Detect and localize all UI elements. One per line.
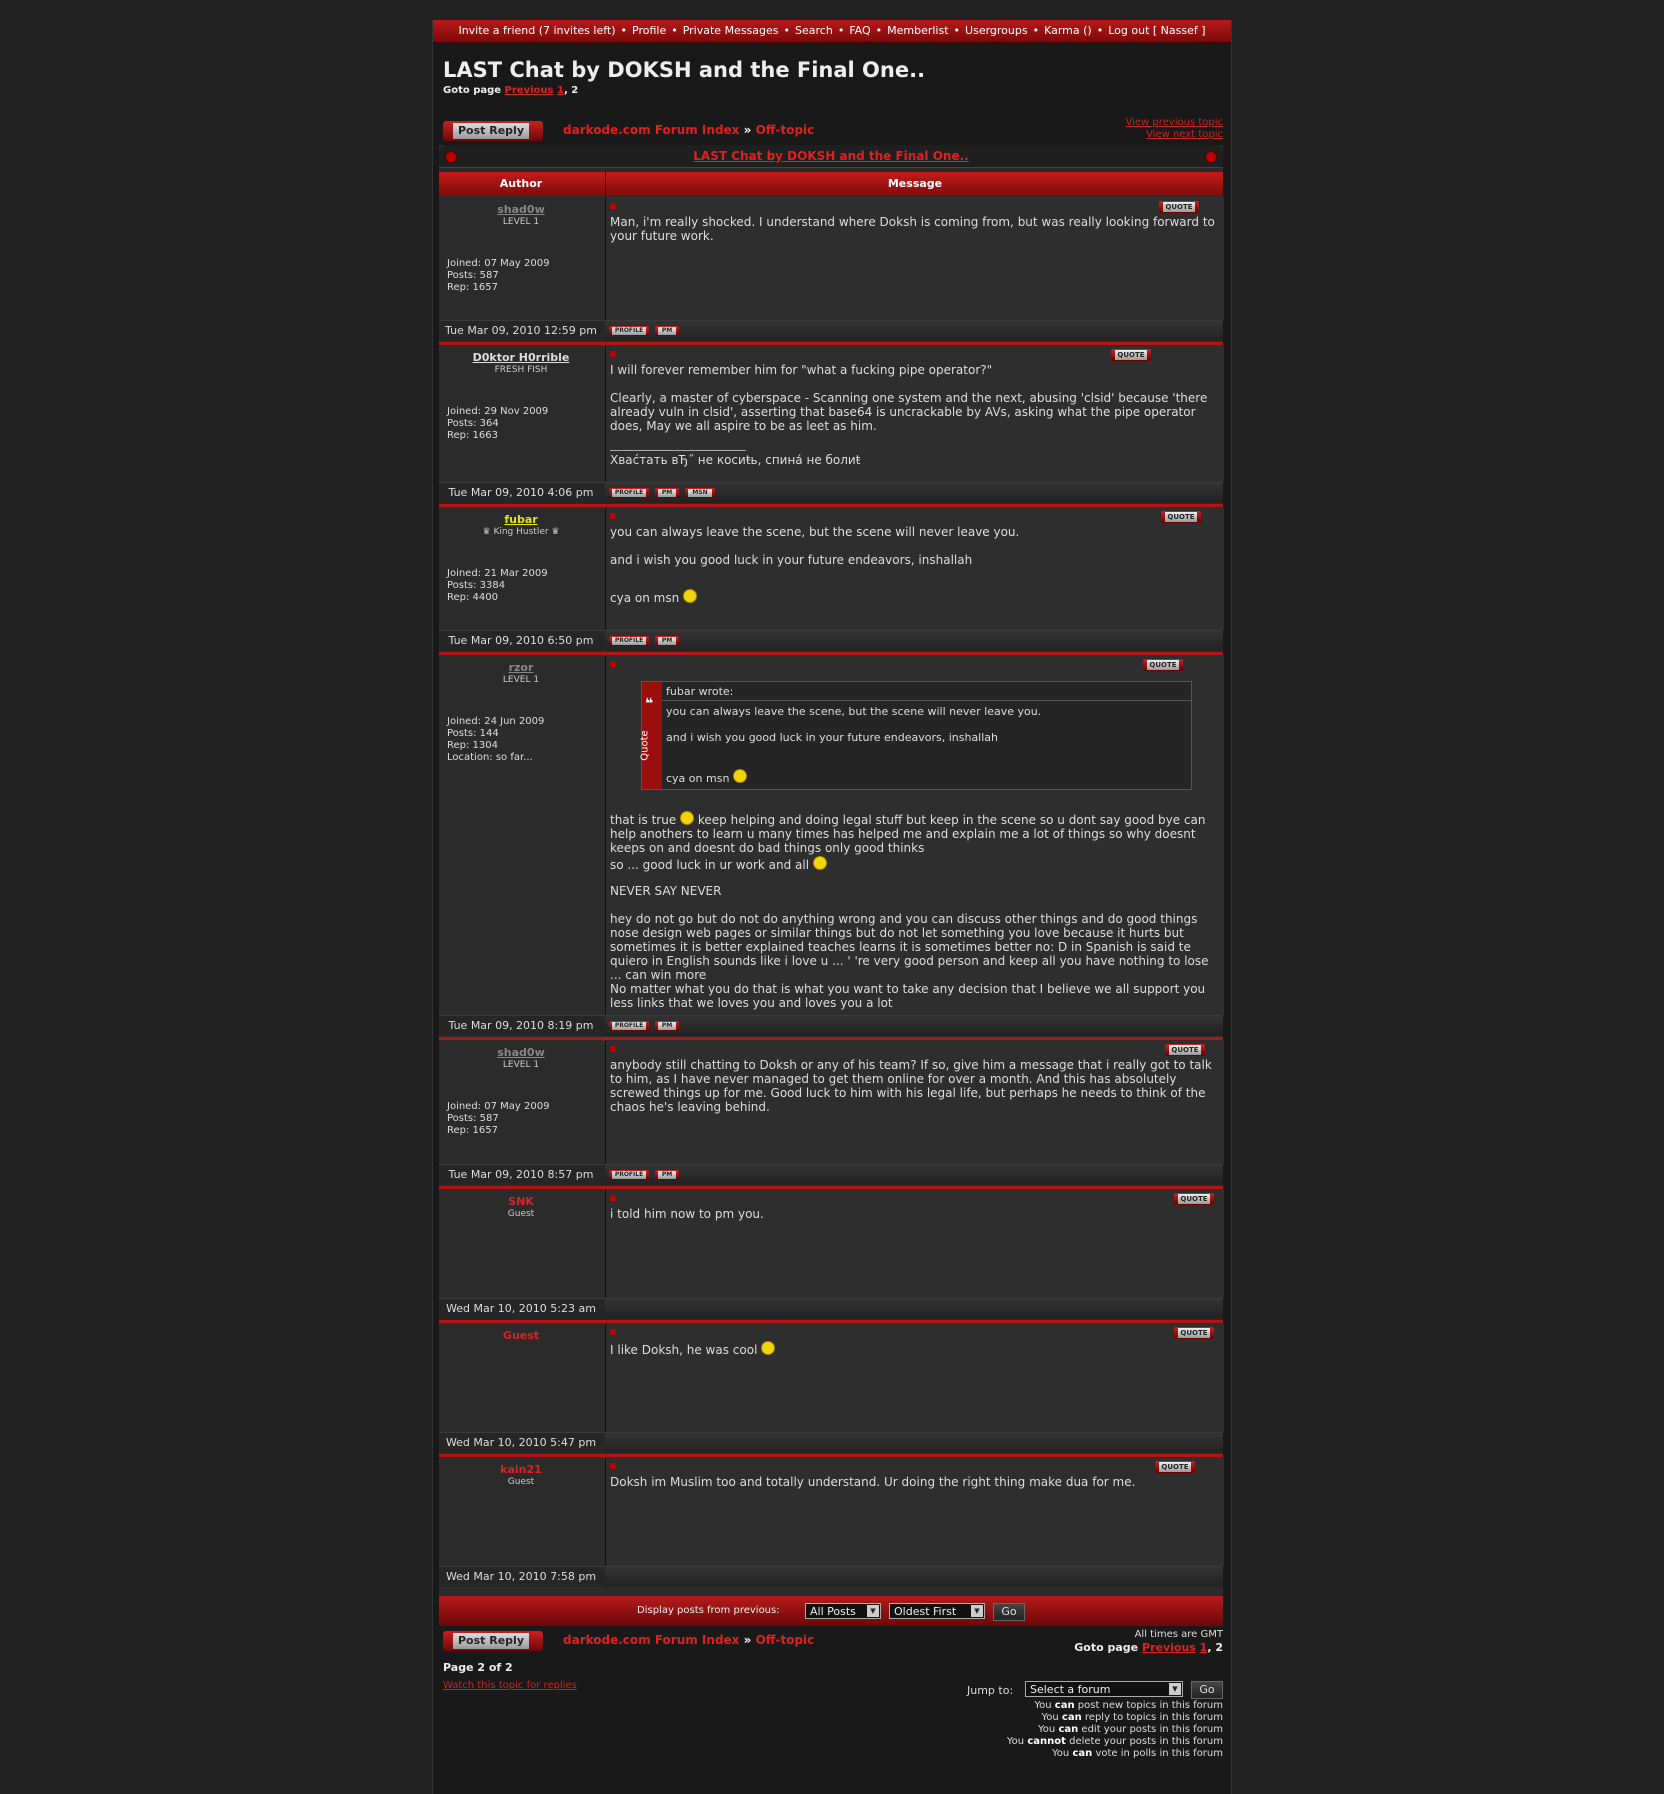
- post-author-panel: [439, 507, 603, 630]
- author-column-header: Author: [499, 177, 543, 190]
- post-date: Tue Mar 09, 2010 12:59 pm: [445, 324, 597, 337]
- post-date: Wed Mar 10, 2010 5:23 am: [446, 1302, 596, 1315]
- quote-line: cya on msn: [666, 769, 747, 785]
- smiley-icon: [813, 856, 827, 870]
- post-author-panel: [439, 345, 603, 482]
- quote-button[interactable]: QUOTE: [1174, 1327, 1214, 1339]
- breadcrumb-off-topic[interactable]: Off-topic: [755, 1633, 815, 1647]
- table-header: [439, 172, 1223, 196]
- corner-dot-left: [445, 151, 457, 163]
- nav-usergroups[interactable]: Usergroups: [965, 24, 1028, 37]
- permission-line: You cannot delete your posts in this forum: [1006, 1736, 1223, 1747]
- user-rank: Guest: [507, 1477, 535, 1487]
- post-footer: [439, 482, 1223, 503]
- quote-block: [641, 681, 1192, 790]
- display-go-button[interactable]: Go: [993, 1603, 1025, 1621]
- post-date: Wed Mar 10, 2010 5:47 pm: [445, 1436, 597, 1449]
- post-date: Tue Mar 09, 2010 6:50 pm: [448, 634, 594, 647]
- pm-button[interactable]: PM: [655, 326, 679, 336]
- pm-button[interactable]: PM: [655, 1021, 679, 1031]
- post-body: i told him now to pm you.: [610, 1207, 764, 1221]
- post-message-panel: [605, 655, 1224, 1015]
- quote-author: fubar wrote:: [666, 685, 734, 698]
- profile-button[interactable]: PROFILE: [609, 1170, 649, 1180]
- user-info: Joined: 21 Mar 2009 Posts: 3384 Rep: 4400: [447, 568, 548, 603]
- post-footer: [439, 1298, 1223, 1319]
- jump-to-label: Jump to:: [967, 1684, 1014, 1697]
- user-rank: ♛ King Hustler ♛: [482, 527, 560, 537]
- post-body-line: NEVER SAY NEVER: [610, 884, 722, 898]
- watch-topic-link[interactable]: Watch this topic for replies: [443, 1680, 577, 1691]
- post-username[interactable]: shad0w: [497, 1046, 545, 1059]
- forum-wrapper: [432, 20, 1232, 1794]
- msn-button[interactable]: MSN: [685, 488, 715, 498]
- user-rank: FRESH FISH: [494, 365, 548, 375]
- post: [439, 345, 1223, 507]
- post-message-panel: [605, 197, 1224, 320]
- page-1-link[interactable]: 1: [556, 85, 564, 96]
- permission-line: You can reply to topics in this forum: [1041, 1712, 1223, 1723]
- quote-button[interactable]: QUOTE: [1155, 1461, 1195, 1473]
- chevron-down-icon: ▼: [971, 1605, 983, 1617]
- profile-button[interactable]: PROFILE: [609, 488, 649, 498]
- view-previous-topic-link[interactable]: View previous topic: [1125, 117, 1223, 128]
- nav-profile[interactable]: Profile: [632, 24, 667, 37]
- post-body-line: and i wish you good luck in your future endeavors, inshallah: [610, 553, 973, 567]
- breadcrumb-forum-index[interactable]: darkode.com Forum Index: [563, 123, 740, 137]
- post-author-panel: [439, 655, 603, 1015]
- post-author-panel: [439, 197, 603, 320]
- quote-button[interactable]: QUOTE: [1161, 511, 1201, 523]
- smiley-icon: [761, 1341, 775, 1355]
- post-author-panel: [439, 1457, 603, 1566]
- pm-button[interactable]: PM: [655, 636, 679, 646]
- quote-button[interactable]: QUOTE: [1143, 659, 1183, 671]
- post-body-line: you can always leave the scene, but the scene will never leave you.: [610, 525, 1020, 539]
- user-rank: LEVEL 1: [502, 217, 540, 227]
- post-footer: [439, 320, 1223, 341]
- user-rank: LEVEL 1: [502, 675, 540, 685]
- view-next-topic-link[interactable]: View next topic: [1146, 129, 1223, 140]
- post-username: kain21: [500, 1463, 542, 1476]
- nav-invite[interactable]: Invite a friend (7 invites left): [458, 24, 616, 37]
- post-message-panel: [605, 507, 1224, 630]
- nav-private-messages[interactable]: Private Messages: [682, 24, 779, 37]
- display-posts-label: Display posts from previous:: [637, 1605, 780, 1616]
- post: [439, 1040, 1223, 1189]
- user-signature: Хваćтать вЂ˝ не косиŧь, спина́ не болиŧ: [610, 453, 861, 467]
- post-date: Tue Mar 09, 2010 8:19 pm: [448, 1019, 594, 1032]
- post-message-panel: [605, 1189, 1224, 1298]
- quote-mark-icon: ❝: [645, 696, 654, 712]
- post-link-icon[interactable]: [610, 513, 616, 519]
- post-username: SNK: [508, 1195, 534, 1208]
- quote-button[interactable]: QUOTE: [1159, 201, 1199, 213]
- message-column-header: Message: [605, 172, 1224, 196]
- smiley-icon: [680, 811, 694, 825]
- post-link-icon[interactable]: [610, 203, 616, 209]
- post-username: Guest: [502, 1329, 540, 1342]
- post-footer: [439, 1566, 1223, 1587]
- nav-faq[interactable]: FAQ: [849, 24, 871, 37]
- jump-to-forum-select[interactable]: Select a forum ▼: [1025, 1681, 1183, 1697]
- signature-divider: [610, 450, 746, 451]
- breadcrumb-off-topic[interactable]: Off-topic: [755, 123, 815, 137]
- post-username[interactable]: shad0w: [497, 203, 545, 216]
- user-rank: LEVEL 1: [502, 1060, 540, 1070]
- timezone-note: All times are GMT: [1134, 1629, 1223, 1640]
- post-body: Doksh im Muslim too and totally understand. Ur doing the right thing make dua for me.: [610, 1475, 1136, 1489]
- post-footer: [439, 1164, 1223, 1185]
- user-info: Joined: 07 May 2009 Posts: 587 Rep: 1657: [447, 1101, 550, 1136]
- pm-button[interactable]: PM: [655, 1170, 679, 1180]
- topic-bar-link[interactable]: LAST Chat by DOKSH and the Final One..: [693, 149, 969, 163]
- post-body-line: so ... good luck in ur work and all: [610, 856, 1218, 872]
- previous-page-link[interactable]: Previous: [1142, 1641, 1196, 1654]
- top-nav-bar: Invite a friend (7 invites left) • Profile • Private Messages • Search • FAQ • Memberlist • Usergroups • Karma () • Log out [ Nassef ]: [433, 20, 1231, 43]
- user-info: Joined: 24 Jun 2009 Posts: 144 Rep: 1304 Location: so far...: [447, 716, 545, 763]
- post-link-icon[interactable]: [610, 351, 616, 357]
- profile-button[interactable]: PROFILE: [609, 1021, 649, 1031]
- quote-button[interactable]: QUOTE: [1174, 1193, 1214, 1205]
- quote-side-label: Quote: [639, 730, 651, 761]
- post-link-icon[interactable]: [610, 661, 616, 667]
- post-link-icon[interactable]: [610, 1046, 616, 1052]
- topic-nav-links: [1125, 117, 1223, 141]
- user-rank: Guest: [507, 1209, 535, 1219]
- post-date: Tue Mar 09, 2010 4:06 pm: [448, 486, 594, 499]
- post-body: anybody still chatting to Doksh or any of his team? If so, give him a message that i really got to talk to him, as I have never managed to get them online for over a month. And this has absolutely screwed things up for me. Good luck to him with his legal life, but perhaps he needs to think of the chaos he's leaving behind.: [610, 1058, 1216, 1114]
- page-1-link[interactable]: 1: [1199, 1641, 1208, 1654]
- post-username[interactable]: D0ktor H0rrible: [472, 351, 570, 364]
- post-date: Wed Mar 10, 2010 7:58 pm: [445, 1570, 597, 1583]
- permissions-list: [1007, 1700, 1223, 1760]
- post-reply-button-bottom[interactable]: Post Reply: [443, 1631, 543, 1651]
- quote-line: you can always leave the scene, but the scene will never leave you.: [666, 705, 1042, 718]
- previous-page-link[interactable]: Previous: [504, 85, 554, 96]
- chevron-down-icon: ▼: [867, 1605, 879, 1617]
- topic-title: LAST Chat by DOKSH and the Final One..: [443, 58, 926, 82]
- post: [439, 1457, 1223, 1591]
- nav-memberlist[interactable]: Memberlist: [887, 24, 949, 37]
- post-message-panel: [605, 1040, 1224, 1164]
- quote-button[interactable]: QUOTE: [1111, 349, 1151, 361]
- posts-period-select[interactable]: All Posts ▼: [805, 1603, 881, 1619]
- post: [439, 1189, 1223, 1323]
- post-username[interactable]: fubar: [504, 513, 538, 526]
- post-body-line: that is true keep helping and doing legal stuff but keep in the scene so u dont say good bye can help anothers to learn u many times has helped me and explain me a lot of things so why doesnt keeps on and doesnt do bad things only good thinks: [610, 813, 1210, 855]
- pm-button[interactable]: PM: [655, 488, 679, 498]
- breadcrumb-forum-index[interactable]: darkode.com Forum Index: [563, 1633, 740, 1647]
- profile-button[interactable]: PROFILE: [609, 636, 649, 646]
- post-link-icon[interactable]: [610, 1195, 616, 1201]
- post-message-panel: [605, 1457, 1224, 1566]
- post-author-panel: [439, 1040, 603, 1164]
- post-body-line: hey do not go but do not do anything wrong and you can discuss other things and do good things nose design web pages or similar things but do not let something you love because it hurts but sometimes it is better explained teaches learns it is sometimes better no: D in Spanish is said te quiero in English sounds like i love u ... ' 're very good person and keep all you have nothing to lose ... can win more No matter what you do that is what you want to take any decision that I believe we all support you less links that we loves you and loves you a lot: [610, 912, 1209, 1010]
- post: [439, 507, 1223, 655]
- topic-bar: [439, 145, 1223, 168]
- post-reply-button[interactable]: Post Reply: [443, 121, 543, 141]
- post-link-icon[interactable]: [610, 1463, 616, 1469]
- quote-button[interactable]: QUOTE: [1165, 1044, 1205, 1056]
- corner-dot-right: [1205, 151, 1217, 163]
- user-info: Joined: 07 May 2009 Posts: 587 Rep: 1657: [447, 258, 550, 293]
- post-message-panel: [605, 1323, 1224, 1432]
- post: [439, 197, 1223, 345]
- sort-order-select[interactable]: Oldest First ▼: [889, 1603, 985, 1619]
- posts-table: [439, 145, 1223, 1615]
- nav-logout[interactable]: Log out [ Nassef ]: [1108, 24, 1206, 37]
- smiley-icon: [733, 769, 747, 783]
- post-body: I will forever remember him for "what a fucking pipe operator?" Clearly, a master of cyberspace - Scanning one system and the next, abusing 'clsid' because 'there already vuln in clsid', asserting that base64 is uncrackable by AVs, asking what the pipe operator does, May we all aspire to be as leet as him.: [610, 363, 1208, 433]
- page-of-indicator: Page 2 of 2: [443, 1661, 513, 1674]
- quote-line: and i wish you good luck in your future endeavors, inshallah: [666, 731, 999, 744]
- post-date: Tue Mar 09, 2010 8:57 pm: [448, 1168, 594, 1181]
- post-body: Man, i'm really shocked. I understand where Doksh is coming from, but was really looking forward to your future work.: [610, 215, 1219, 243]
- post-author-panel: [439, 1189, 603, 1298]
- post: [439, 655, 1223, 1040]
- post-body-line: I like Doksh, he was cool: [610, 1341, 1218, 1357]
- breadcrumb-bottom: darkode.com Forum Index » Off-topic: [563, 1633, 815, 1647]
- post-footer: [439, 1015, 1223, 1036]
- permission-line: You can post new topics in this forum: [1034, 1700, 1223, 1711]
- post-footer: [439, 630, 1223, 651]
- permission-line: You can edit your posts in this forum: [1038, 1724, 1223, 1735]
- post-body-line: cya on msn: [610, 589, 1218, 605]
- smiley-icon: [683, 589, 697, 603]
- nav-karma[interactable]: Karma (): [1044, 24, 1092, 37]
- breadcrumb: darkode.com Forum Index » Off-topic: [563, 123, 815, 137]
- post-username[interactable]: rzor: [508, 661, 534, 674]
- goto-page-bottom: Goto page Previous 1, 2: [1074, 1641, 1223, 1654]
- user-info: Joined: 29 Nov 2009 Posts: 364 Rep: 1663: [447, 406, 549, 441]
- jump-go-button[interactable]: Go: [1191, 1681, 1223, 1699]
- post-footer: [439, 1432, 1223, 1453]
- post-message-panel: [605, 345, 1224, 482]
- display-options-bar: [439, 1596, 1223, 1626]
- permission-line: You can vote in polls in this forum: [1052, 1748, 1223, 1759]
- nav-search[interactable]: Search: [795, 24, 833, 37]
- goto-page-top: Goto page Previous 1, 2: [443, 85, 579, 96]
- profile-button[interactable]: PROFILE: [609, 326, 649, 336]
- post: [439, 1323, 1223, 1457]
- post-author-panel: [439, 1323, 603, 1432]
- chevron-down-icon: ▼: [1169, 1683, 1181, 1695]
- post-link-icon[interactable]: [610, 1329, 616, 1335]
